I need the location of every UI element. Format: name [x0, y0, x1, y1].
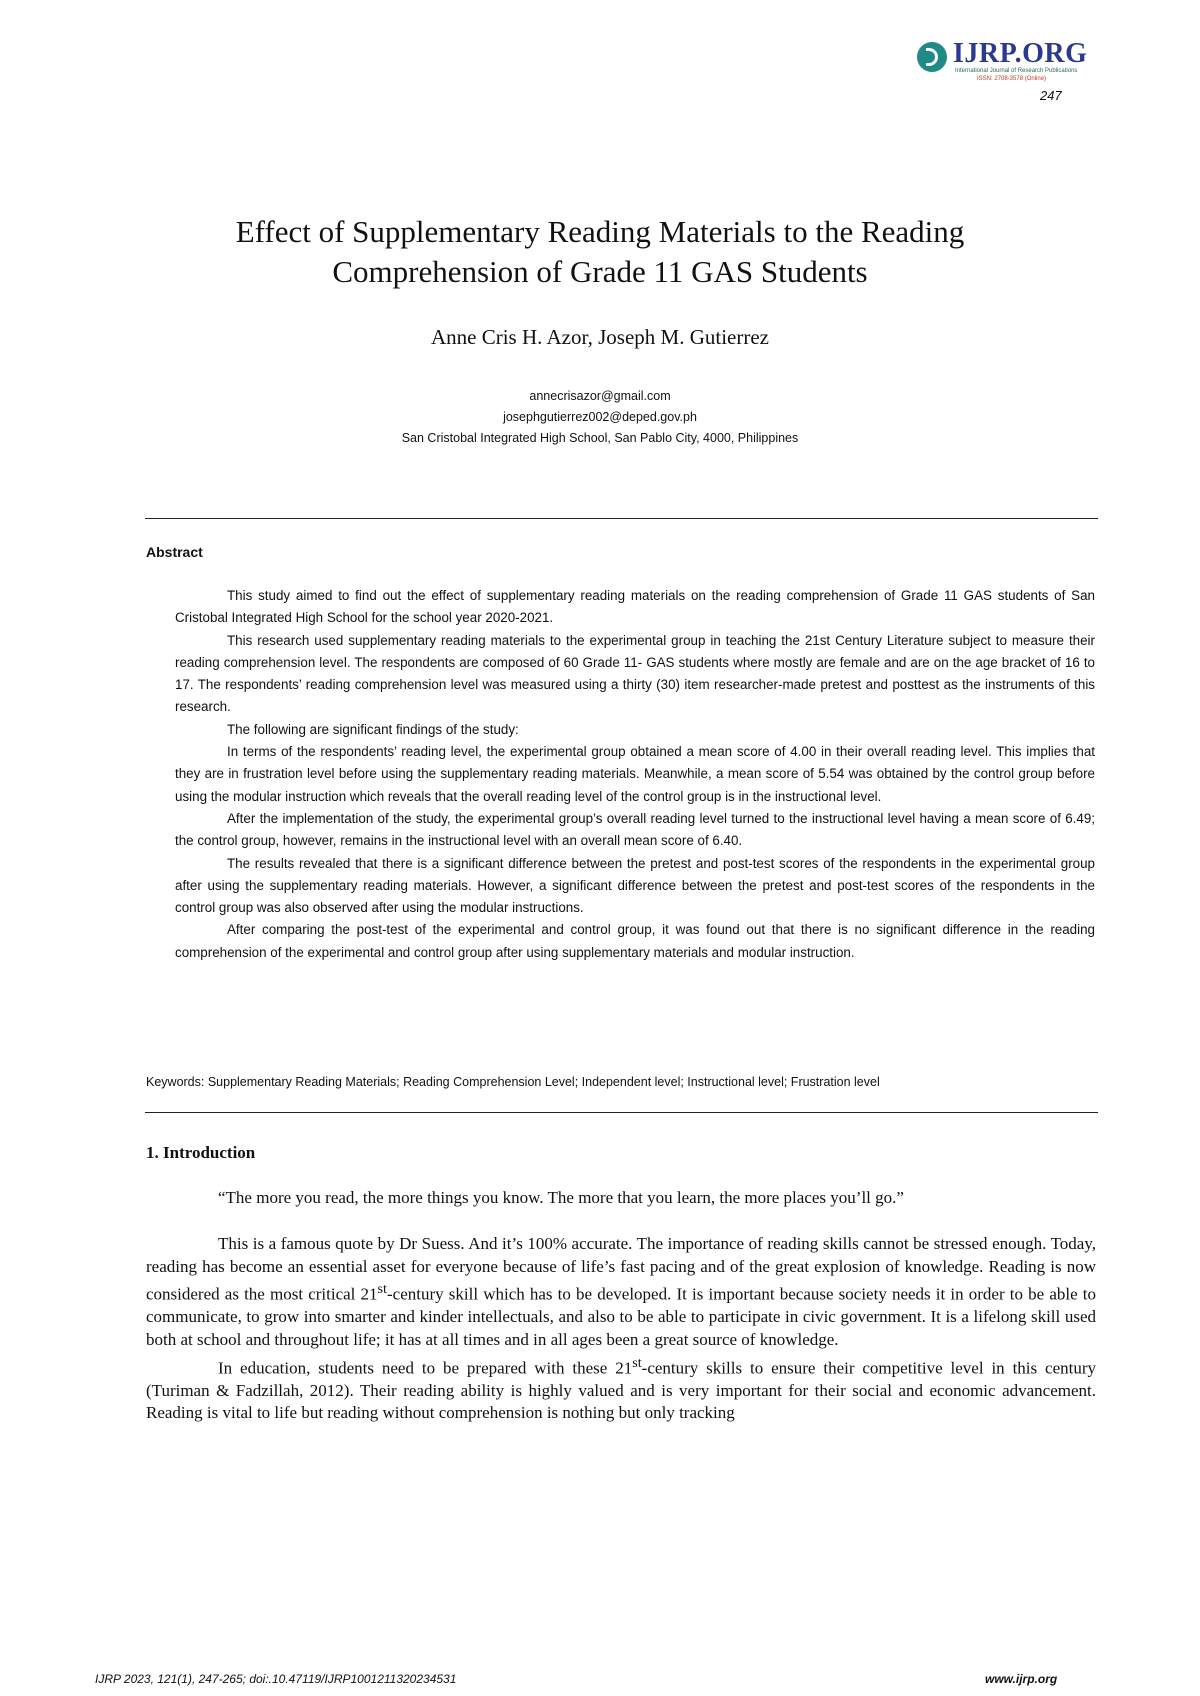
- abstract-body: [175, 585, 1095, 964]
- logo-text: IJRP.ORG: [953, 38, 1088, 69]
- intro-p2-text-a: In education, students need to be prepared with these 21: [218, 1358, 633, 1378]
- intro-paragraph-1: [146, 1233, 1096, 1352]
- paper-title: [150, 212, 1050, 292]
- intro-body: [146, 1233, 1096, 1425]
- intro-p2-superscript: st: [632, 1354, 642, 1371]
- abstract-paragraph: This study aimed to find out the effect of supplementary reading materials on the reading comprehension of Grade 11 GAS students of San Cristobal Integrated High School for the school year 2020-2021.: [175, 588, 1095, 626]
- keywords: Keywords: Supplementary Reading Materials; Reading Comprehension Level; Independent level; Instructional level; Frustration level: [146, 1075, 880, 1089]
- logo-subtitle: International Journal of Research Publications: [955, 68, 1078, 74]
- page-number: 247: [1040, 88, 1062, 103]
- footer-citation: IJRP 2023, 121(1), 247-265; doi:.10.47119/IJRP1001211320234531: [95, 1672, 457, 1686]
- intro-p1-superscript: st: [377, 1281, 387, 1298]
- abstract-paragraph: The following are significant findings of the study:: [227, 721, 519, 737]
- intro-p1-text-a: This is a famous quote by Dr Suess. And it’s 100% accurate. The importance of reading skills cannot be stressed enough. Today, reading has become an essential asset for everyone because of life’s fast pacing and of the great explosion of knowledge. Reading is now considered as the most critical 21: [146, 1234, 1096, 1304]
- institution: San Cristobal Integrated High School, San Pablo City, 4000, Philippines: [401, 431, 799, 445]
- section-heading-introduction: 1. Introduction: [146, 1143, 256, 1162]
- divider-bottom: [145, 1112, 1098, 1113]
- paper-authors: Anne Cris H. Azor, Joseph M. Gutierrez: [430, 325, 769, 349]
- abstract-heading: Abstract: [146, 544, 203, 560]
- intro-p1-text-b: -century skill which has to be developed. It is important because society needs it in order to be able to communicate, to grow into smarter and kinder intellectuals, and also to be able to participate in civic government. It is a lifelong skill used both at school and throughout life; it has at all times and in all ages been a great source of knowledge.: [146, 1284, 1096, 1350]
- email-1: annecrisazor@gmail.com: [529, 389, 671, 403]
- abstract-paragraph: After the implementation of the study, the experimental group’s overall reading level turned to the instructional level having a mean score of 6.49; the control group, however, remains in the instructional level with an overall mean score of 6.40.: [175, 810, 1095, 849]
- intro-quote: “The more you read, the more things you know. The more that you learn, the more places you’ll go.”: [218, 1188, 904, 1207]
- intro-p2-text-b: -century skills to ensure their competitive level in this century (Turiman & Fadzillah, 2012). Their reading ability is highly valued and is very important for their social and economic advancement. Reading is vital to life but reading without comprehension is nothing but only tracking: [146, 1358, 1096, 1423]
- abstract-paragraph: The results revealed that there is a significant difference between the pretest and post-test scores of the respondents in the experimental group after using the supplementary reading materials. However, a significant difference between the pretest and post-test scores of the respondents in the control group was also observed after using the modular instructions.: [175, 855, 1095, 916]
- divider-top: [145, 518, 1098, 519]
- journal-logo: [917, 38, 1088, 82]
- title-line-1: Effect of Supplementary Reading Materials to the Reading: [235, 214, 965, 249]
- title-line-2: Comprehension of Grade 11 GAS Students: [332, 254, 868, 289]
- abstract-paragraph: After comparing the post-test of the experimental and control group, it was found out that there is no significant difference in the reading comprehension of the experimental and control group after using supplementary materials and modular instruction.: [175, 922, 1095, 960]
- abstract-paragraph: This research used supplementary reading materials to the experimental group in teaching the 21st Century Literature subject to measure their reading comprehension level. The respondents are composed of 60 Grade 11- GAS students where mostly are female and are on the age bracket of 16 to 17. The respondents’ reading comprehension level was measured using a thirty (30) item researcher-made pretest and posttest as the instruments of this research.: [175, 632, 1095, 715]
- abstract-paragraph: In terms of the respondents’ reading level, the experimental group obtained a mean score of 4.00 in their overall reading level. This implies that they are in frustration level before using the supplementary reading materials. Meanwhile, a mean score of 5.54 was obtained by the control group before using the modular instruction which reveals that the overall reading level of the control group is in the instructional level.: [175, 744, 1095, 804]
- logo-icon: [917, 42, 947, 72]
- author-affiliation: [150, 386, 1050, 449]
- email-2: josephgutierrez002@deped.gov.ph: [503, 410, 697, 424]
- footer-website[interactable]: www.ijrp.org: [985, 1672, 1058, 1686]
- logo-issn: ISSN: 2708-3578 (Online): [977, 76, 1047, 82]
- intro-paragraph-2: [146, 1352, 1096, 1425]
